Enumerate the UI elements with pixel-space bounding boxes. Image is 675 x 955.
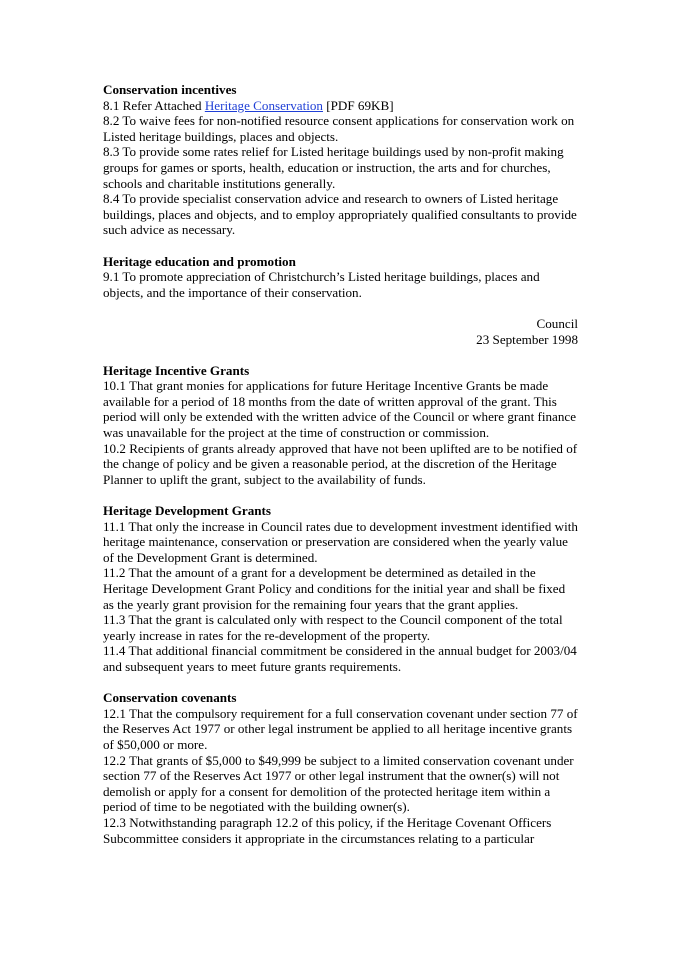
paragraph-8-4: 8.4 To provide specialist conservation advice and research to owners of Listed heritage buildings, places and objects, and to employ appropriately qualified consultants to provide such advice as necessary. [103, 191, 577, 238]
paragraph-9-1: 9.1 To promote appreciation of Christchurch’s Listed heritage buildings, places and objects, and the importance of their conservation. [103, 269, 540, 300]
paragraph-11-4: 11.4 That additional financial commitment be considered in the annual budget for 2003/04 and subsequent years to meet future grants requirements. [103, 643, 577, 674]
section-heritage-education [103, 254, 578, 301]
heritage-conservation-link[interactable]: Heritage Conservation [204, 97, 323, 113]
paragraph-8-1-suffix: [PDF 69KB] [322, 97, 394, 113]
paragraph-11-2: 11.2 That the amount of a grant for a development be determined as detailed in the Heritage Development Grant Policy and conditions for the initial year and shall be fixed as the yearly grant provision for the remaining four years that the grant applies. [103, 565, 566, 612]
heading-heritage-education: Heritage education and promotion [103, 253, 296, 269]
paragraph-8-3: 8.3 To provide some rates relief for Listed heritage buildings used by non-profit making groups for games or sports, health, education or instruction, the arts and for churches, schools and charitable institutions generally. [103, 144, 564, 191]
document-body [103, 82, 578, 862]
heading-heritage-incentive-grants: Heritage Incentive Grants [103, 362, 250, 378]
section-conservation-incentives [103, 82, 578, 238]
paragraph-8-1-prefix: 8.1 Refer Attached [103, 97, 205, 113]
signature-date: 23 September 1998 [476, 331, 578, 347]
section-heritage-incentive-grants [103, 363, 578, 488]
section-heritage-development-grants [103, 503, 578, 675]
heading-heritage-development-grants: Heritage Development Grants [103, 503, 271, 519]
paragraph-12-3: 12.3 Notwithstanding paragraph 12.2 of this policy, if the Heritage Covenant Officers Subcommittee considers it appropriate in the circumstances relating to a particular [103, 814, 552, 846]
paragraph-11-3: 11.3 That the grant is calculated only with respect to the Council component of the total yearly increase in rates for the re-development of the property. [103, 612, 563, 643]
paragraph-12-1: 12.1 That the compulsory requirement for a full conservation covenant under section 77 of the Reserves Act 1977 or other legal instrument be applied to all heritage incentive grants of $50,000 or more. [103, 705, 578, 752]
paragraph-8-2: 8.2 To waive fees for non-notified resource consent applications for conservation work on Listed heritage buildings, places and objects. [103, 113, 575, 144]
paragraph-12-2: 12.2 That grants of $5,000 to $49,999 be subject to a limited conservation covenant under section 77 of the Reserves Act 1977 or other legal instrument that the owner(s) will not demolish or apply for a consent for demolition of the protected heritage item within a period of time to be negotiated with the building owner(s). [103, 752, 574, 815]
heading-conservation-incentives: Conservation incentives [103, 82, 237, 97]
paragraph-10-1: 10.1 That grant monies for applications for future Heritage Incentive Grants be made available for a period of 18 months from the date of written approval of the grant. This period will only be extended with the written advice of the Council or where grant finance was unavailable for the project at the time of construction or commission. [103, 378, 577, 441]
signature-block [103, 316, 578, 347]
signature-body: Council [536, 315, 578, 331]
heading-conservation-covenants: Conservation covenants [103, 690, 237, 706]
section-conservation-covenants [103, 690, 578, 846]
paragraph-10-2: 10.2 Recipients of grants already approved that have not been uplifted are to be notified of the change of policy and be given a reasonable period, at the discretion of the Heritage Planner to uplift the grant, subject to the availability of funds. [103, 440, 578, 487]
paragraph-11-1: 11.1 That only the increase in Council rates due to development investment identified with heritage maintenance, conservation or preservation are considered when the yearly value of the Development Grant is determined. [103, 518, 578, 565]
paragraph-8-1 [103, 98, 578, 114]
